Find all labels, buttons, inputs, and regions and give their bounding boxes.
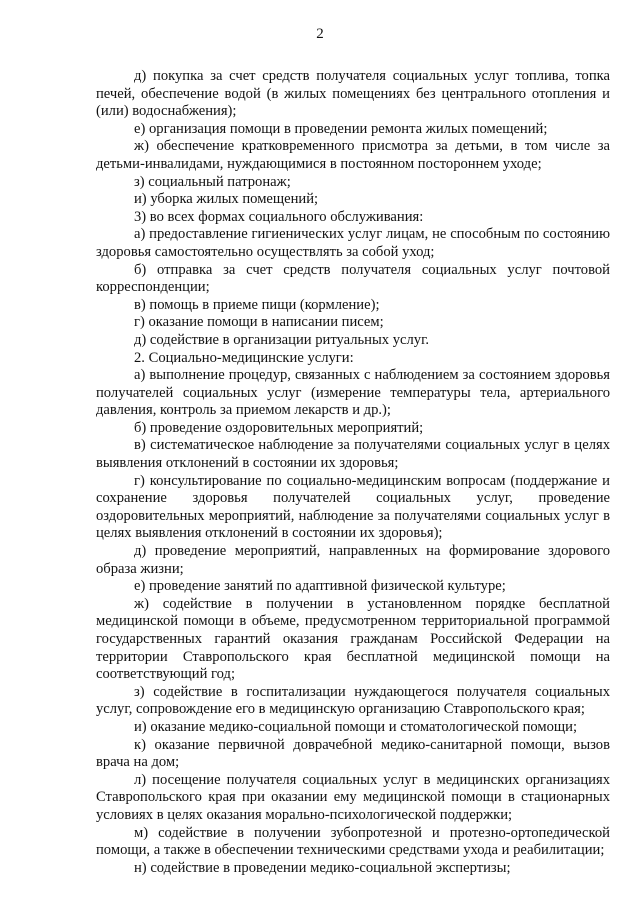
paragraph: е) организация помощи в проведении ремонта жилых помещений; [134,120,548,137]
paragraph: в) помощь в приеме пищи (кормление); [134,296,380,313]
paragraph: б) проведение оздоровительных мероприятий; [134,419,424,436]
paragraph: а) предоставление гигиенических услуг лицам, не способным по состоянию здоровья самостоятельно осуществлять за собой уход; [96,226,610,260]
paragraph: б) отправка за счет средств получателя социальных услуг почтовой корреспонденции; [96,261,610,296]
paragraph: к) оказание первичной доврачебной медико-санитарной помощи, вызов врача на дом; [96,736,610,771]
paragraph: д) проведение мероприятий, направленных на формирование здорового образа жизни; [96,543,610,577]
paragraph: 3) во всех формах социального обслуживания: [134,208,424,225]
paragraph: г) оказание помощи в написании писем; [134,314,384,331]
paragraph: е) проведение занятий по адаптивной физической культуре; [134,578,506,595]
document-body [96,68,610,877]
paragraph: м) содействие в получении зубопротезной и протезно-ортопедической помощи, а также в обеспечении техническими средствами ухода и реабилитации; [96,824,610,859]
paragraph: д) покупка за счет средств получателя социальных услуг топлива, топка печей, обеспечение водой (в жилых помещениях без центрального отопления и (или) водоснабжения); [96,68,610,120]
paragraph: и) уборка жилых помещений; [134,191,319,208]
section-heading: 2. Социально-медицинские услуги: [134,349,354,366]
paragraph: и) оказание медико-социальной помощи и стоматологической помощи; [134,718,578,735]
page-number: 2 [316,26,324,42]
paragraph: з) социальный патронаж; [134,173,291,190]
paragraph: ж) содействие в получении в установленном порядке бесплатной медицинской помощи в объеме, предусмотренном территориальной программой государственных гарантий оказания гражданам Российской Федерации на территории Ставропольского края бесплатной медицинской помощи на соответствующий год; [96,595,610,683]
paragraph: а) выполнение процедур, связанных с наблюдением за состоянием здоровья получателей социальных услуг (измерение температуры тела, артериального давления, контроль за приемом лекарств и др.); [96,367,610,419]
paragraph: ж) обеспечение кратковременного присмотра за детьми, в том числе за детьми-инвалидами, нуждающимися в постоянном постороннем уходе; [96,138,610,172]
paragraph: д) содействие в организации ритуальных услуг. [134,331,430,348]
paragraph: в) систематическое наблюдение за получателями социальных услуг в целях выявления отклонений в состоянии их здоровья; [96,437,610,472]
paragraph: з) содействие в госпитализации нуждающегося получателя социальных услуг, сопровождение его в медицинскую организацию Ставропольского края; [96,683,610,718]
paragraph: н) содействие в проведении медико-социальной экспертизы; [134,859,511,876]
paragraph: г) консультирование по социально-медицинским вопросам (поддержание и сохранение здоровья получателей социальных услуг, проведение оздоровительных мероприятий, наблюдение за получателями социальных услуг в целях выявления отклонений в состоянии их здоровья); [96,472,610,542]
paragraph: л) посещение получателя социальных услуг в медицинских организациях Ставропольского края при оказании ему медицинской помощи в стационарных условиях в целях оказания морально-психологической поддержки; [96,771,610,823]
